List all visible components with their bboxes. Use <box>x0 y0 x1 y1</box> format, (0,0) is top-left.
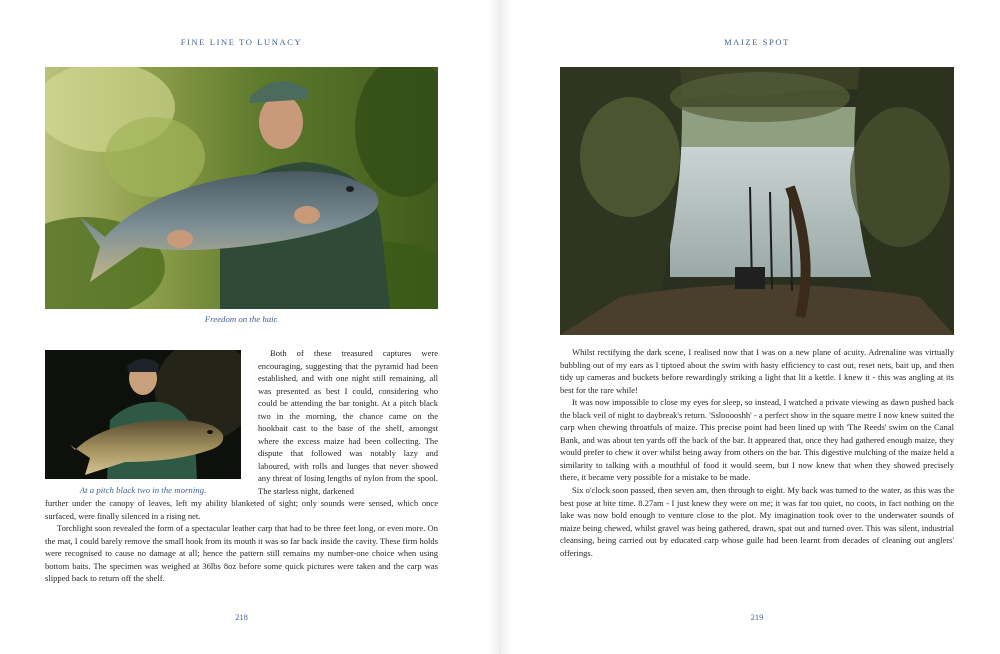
left-paragraph-1: Both of these treasured captures were encouraging, suggesting that the pyramid had been established, and with one night still remaining, all was presented as best I could, considering who could be attending the bar tonight. At a pitch black two in the morning, the chance came on the hookbait cast to the base of the shelf, amongst where the excess maize had been collecting. The dispute that followed was notably lazy and laboured, with rolls and lunges that never showed any threat of losing lengths of nylon from the spool. The starless night, darkened <box>258 348 438 497</box>
inset-photo-night-capture <box>45 350 241 479</box>
page-number-left: 218 <box>235 612 248 622</box>
inset-photo-caption: At a pitch black two in the morning. <box>79 485 207 495</box>
running-head-right: MAIZE SPOT <box>724 37 790 47</box>
main-photo-caption: Freedom on the hair. <box>204 314 279 324</box>
book-gutter <box>488 0 512 654</box>
left-wrap-paragraph <box>258 347 438 498</box>
right-body-text <box>560 346 954 559</box>
running-head-left: FINE LINE TO LUNACY <box>180 37 303 47</box>
main-photo-angler-with-carp <box>45 67 438 309</box>
photo-swim-through-foliage <box>560 67 954 335</box>
left-paragraph-2: Torchlight soon revealed the form of a spectacular leather carp that had to be three feet long, or even more. On the mat, I could barely remove the small hook from its mouth it was so far back inside the cavity. These firm holds were recognised to cause no damage at all; hence the pattern still remains my number-one choice when using bottom baits. The specimen was weighed at 36lbs 8oz before some quick pictures were taken and the carp was slipped back to return off the shelf. <box>45 523 438 584</box>
left-paragraph-1-continued: further under the canopy of leaves, left my ability blanketed of sight; only sounds were sensed, which once surfaced, were finally silenced in a rising net. <box>45 498 438 521</box>
page-number-right: 219 <box>750 612 764 622</box>
right-paragraph-2: It was now impossible to close my eyes for sleep, so instead, I watched a private viewing as dawn pushed back the black veil of night to daybreak's return. 'Sslooooshh' - a perfect show in the square metre I now knew suited the carp when chewing throatfuls of maize. This precise point had been lined up with 'The Reeds' swim on the Canal Bank, and was about ten yards off the back of the bar. It appeared that, once they had gathered enough maize, they would prefer to chew it over whilst being away from others on the bar. This digestive mulching of the maize held a similarity to talking with a mouthful of food it would seem, but I now knew that when they showed precisely there, it became very possible for a mistake to be made. <box>560 397 954 483</box>
right-paragraph-3: Six o'clock soon passed, then seven am, then through to eight. My back was turned to the water, as this was the best pose at bite time. 8.27am - I just knew they were on me; it was far too quiet, no coots, in fact nothing on the lake was now bold enough to venture close to the plot. My imagination took over to the underwater sounds of maize being chewed, whilst gravel was being gathered, drawn, spat out and turned over. This was silent, industrial cleansing, being carried out by educated carp whose guile had been learnt from decades of cleaning out anglers' offerings. <box>560 485 954 558</box>
right-page <box>510 0 1000 654</box>
right-paragraph-1: Whilst rectifying the dark scene, I realised now that I was on a new plane of acuity. Adrenaline was virtually bubbling out of my ears as I tiptoed about the swim with hasty efficiency to cast out, reset nets, bait up, and then tidy up cameras and buckets before rewardingly striking a light that lit a kettle. I knew it - this was angling at its best for the rare while! <box>560 347 954 395</box>
left-full-width-text <box>45 497 438 585</box>
left-page <box>0 0 490 654</box>
